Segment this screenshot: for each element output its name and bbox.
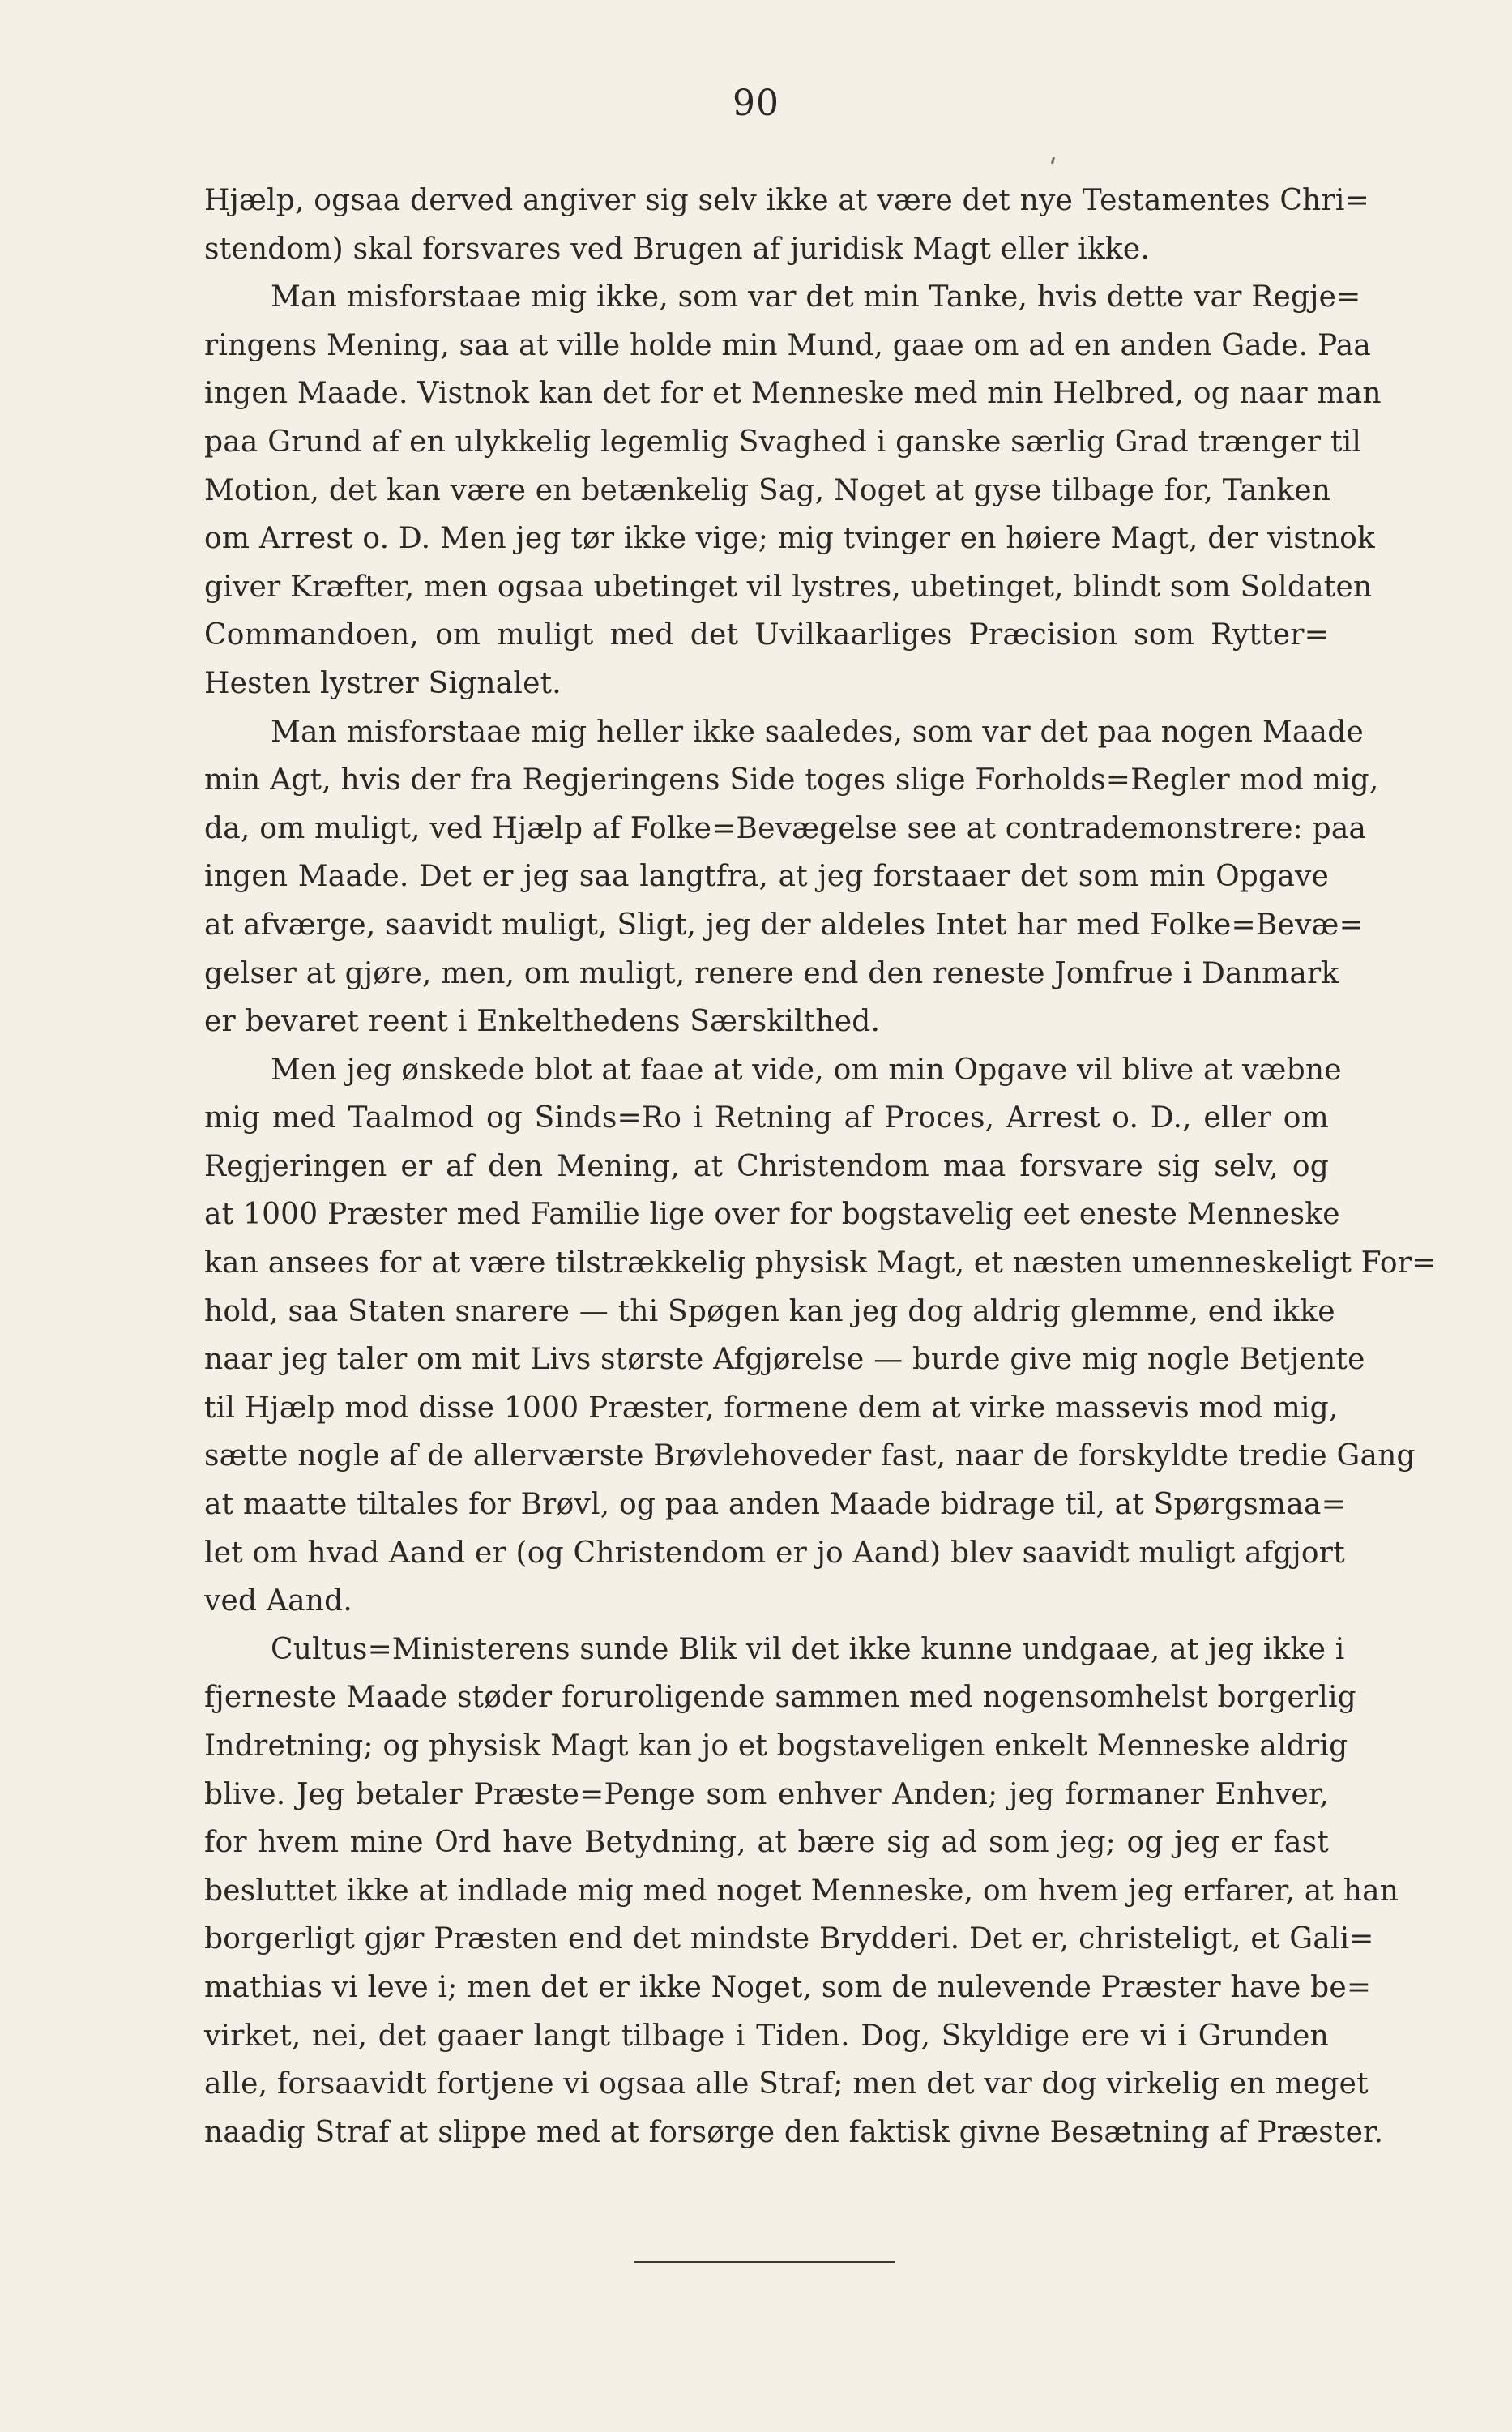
text-line: min Agt, hvis der fra Regjeringens Side toges slige Forholds=Regler mod mig,	[204, 763, 1379, 797]
text-line: da, om muligt, ved Hjælp af Folke=Bevægelse see at contrademonstrere: paa	[204, 811, 1367, 845]
text-line: Regjeringen er af den Mening, at Christendom maa forsvare sig selv, og	[204, 1149, 1329, 1183]
text-line: Cultus=Ministerens sunde Blik vil det ikke kunne undgaae, at jeg ikke i	[271, 1632, 1345, 1666]
text-line: ved Aand.	[204, 1584, 353, 1618]
text-line: at 1000 Præster med Familie lige over for bogstavelig eet eneste Menneske	[204, 1198, 1340, 1232]
text-line: borgerligt gjør Præsten end det mindste Brydderi. Det er, christeligt, et Gali=	[204, 1922, 1374, 1956]
text-line: Motion, det kan være en betænkelig Sag, Noget at gyse tilbage for, Tanken	[204, 473, 1331, 507]
text-line: gelser at gjøre, men, om muligt, renere end den reneste Jomfrue i Danmark	[204, 956, 1339, 990]
text-line: ingen Maade. Vistnok kan det for et Menneske med min Helbred, og naar man	[204, 377, 1382, 411]
page-number: 90	[733, 83, 779, 124]
text-line: for hvem mine Ord have Betydning, at bære sig ad som jeg; og jeg er fast	[204, 1826, 1329, 1860]
text-line: Man misforstaae mig ikke, som var det min Tanke, hvis dette var Regje=	[271, 280, 1361, 314]
text-line: stendom) skal forsvares ved Brugen af juridisk Magt eller ikke.	[204, 232, 1151, 266]
body-text	[204, 177, 1437, 2156]
text-line: er bevaret reent i Enkelthedens Særskilthed.	[204, 1005, 881, 1039]
text-line: kan ansees for at være tilstrækkelig physisk Magt, et næsten umenneskeligt For=	[204, 1246, 1437, 1280]
text-line: blive. Jeg betaler Præste=Penge som enhver Anden; jeg formaner Enhver,	[204, 1777, 1329, 1811]
text-line: om Arrest o. D. Men jeg tør ikke vige; mig tvinger en høiere Magt, der vistnok	[204, 522, 1375, 556]
text-line: hold, saa Staten snarere — thi Spøgen kan jeg dog aldrig glemme, end ikke	[204, 1294, 1335, 1328]
text-line: naadig Straf at slippe med at forsørge den faktisk givne Besætning af Præster.	[204, 2115, 1384, 2149]
text-line: Hesten lystrer Signalet.	[204, 666, 562, 700]
text-line: naar jeg taler om mit Livs største Afgjørelse — burde give mig nogle Betjente	[204, 1343, 1365, 1377]
text-line: sætte nogle af de allerværste Brøvlehoveder fast, naar de forskyldte tredie Gang	[204, 1439, 1416, 1473]
text-line: giver Kræfter, men ogsaa ubetinget vil lystres, ubetinget, blindt som Soldaten	[204, 570, 1373, 604]
text-line: at afværge, saavidt muligt, Sligt, jeg der aldeles Intet har med Folke=Bevæ=	[204, 908, 1364, 942]
text-line: til Hjælp mod disse 1000 Præster, formene dem at virke massevis mod mig,	[204, 1391, 1339, 1425]
text-line: mathias vi leve i; men det er ikke Noget, som de nulevende Præster have be=	[204, 1970, 1372, 2004]
text-line: at maatte tiltales for Brøvl, og paa anden Maade bidrage til, at Spørgsmaa=	[204, 1488, 1346, 1522]
text-line: ingen Maade. Det er jeg saa langtfra, at jeg forstaaer det som min Opgave	[204, 860, 1329, 894]
text-line: let om hvad Aand er (og Christendom er jo Aand) blev saavidt muligt afgjort	[204, 1536, 1345, 1570]
text-line: fjerneste Maade støder foruroligende sammen med nogensomhelst borgerlig	[204, 1681, 1356, 1715]
text-line: alle, forsaavidt fortjene vi ogsaa alle Straf; men det var dog virkelig en meget	[204, 2067, 1369, 2101]
text-line: Hjælp, ogsaa derved angiver sig selv ikke at være det nye Testamentes Chri=	[204, 184, 1369, 217]
text-line: mig med Taalmod og Sinds=Ro i Retning af Proces, Arrest o. D., eller om	[204, 1101, 1329, 1135]
text-line: Indretning; og physisk Magt kan jo et bogstaveligen enkelt Menneske aldrig	[204, 1729, 1348, 1763]
page-end-rule	[634, 2261, 895, 2263]
text-line: besluttet ikke at indlade mig med noget Menneske, om hvem jeg erfarer, at han	[204, 1874, 1399, 1908]
text-line: virket, nei, det gaaer langt tilbage i Tiden. Dog, Skyldige ere vi i Grunden	[204, 2019, 1329, 2053]
text-line: Commandoen, om muligt med det Uvilkaarliges Præcision som Rytter=	[204, 618, 1329, 652]
text-line: ringens Mening, saa at ville holde min Mund, gaae om ad en anden Gade. Paa	[204, 328, 1372, 362]
text-line: Men jeg ønskede blot at faae at vide, om min Opgave vil blive at væbne	[271, 1053, 1342, 1087]
text-line: paa Grund af en ulykkelig legemlig Svaghed i ganske særlig Grad trænger til	[204, 425, 1362, 459]
text-line: Man misforstaae mig heller ikke saaledes, som var det paa nogen Maade	[271, 715, 1364, 749]
print-speck	[1051, 157, 1055, 165]
